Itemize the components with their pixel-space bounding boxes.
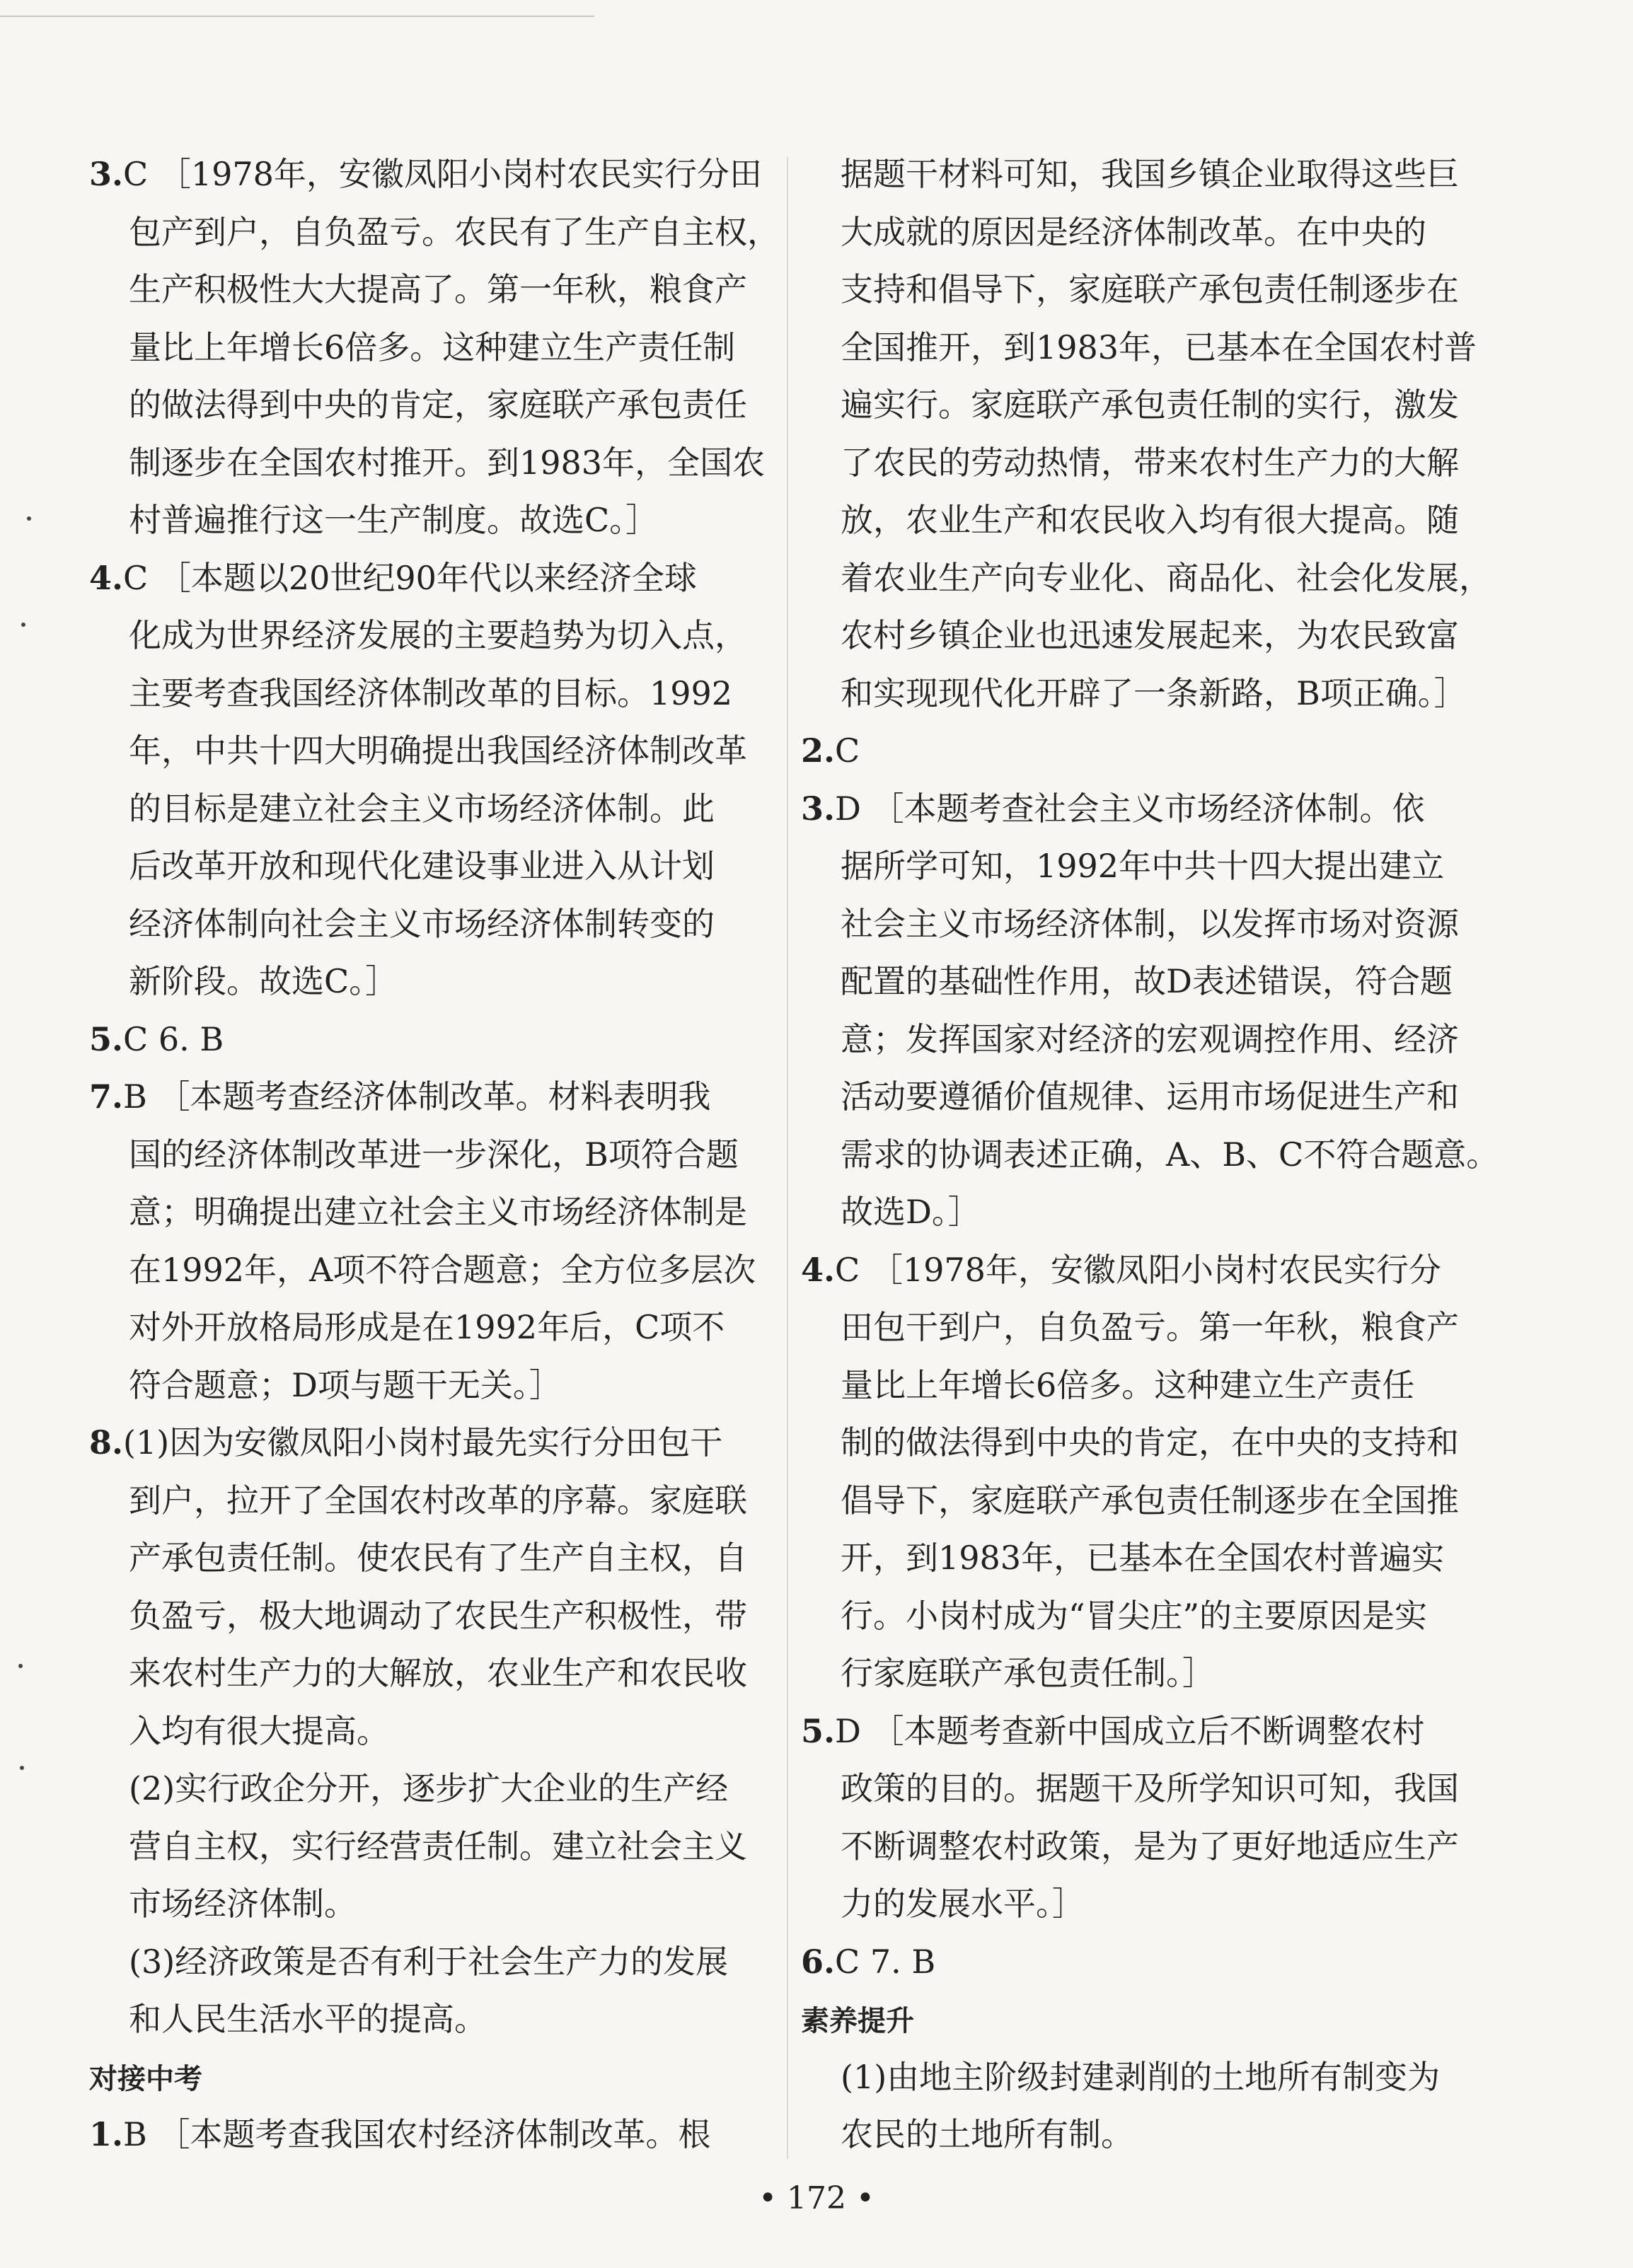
answer-line xyxy=(801,376,1480,434)
answer-line xyxy=(801,665,1480,723)
answer-line xyxy=(89,319,767,377)
answer-text: 和实现现代化开辟了一条新路，B项正确。］ xyxy=(841,673,1467,712)
answer-line xyxy=(801,1184,1480,1242)
answer-text: 开，到1983年，已基本在全国农村普遍实 xyxy=(841,1539,1445,1577)
answer-line xyxy=(801,838,1480,896)
answer-text: 经济体制向社会主义市场经济体制转变的 xyxy=(129,904,715,943)
answer-item xyxy=(89,2106,767,2164)
answer-line xyxy=(89,1587,767,1645)
answer-text: 倡导下，家庭联产承包责任制逐步在全国推 xyxy=(841,1481,1459,1520)
answer-text: 放，农业生产和农民收入均有很大提高。随 xyxy=(841,501,1459,539)
answer-text: 农村乡镇企业也迅速发展起来，为农民致富 xyxy=(841,616,1459,654)
answer-text: 化成为世界经济发展的主要趋势为切入点， xyxy=(129,616,747,654)
answer-line xyxy=(89,434,767,492)
answer-text: 着农业生产向专业化、商品化、社会化发展， xyxy=(841,558,1491,597)
answer-line xyxy=(89,492,767,550)
answer-line xyxy=(801,2049,1480,2107)
answer-line xyxy=(801,607,1480,665)
answer-line xyxy=(89,1760,767,1818)
answer-text: 主要考查我国经济体制改革的目标。1992 xyxy=(129,673,733,712)
section-heading-text: 对接中考 xyxy=(89,2062,202,2095)
question-number: 1. xyxy=(89,2115,124,2153)
answer-line xyxy=(801,204,1480,262)
answer-text: D ［本题考查新中国成立后不断调整农村 xyxy=(835,1711,1425,1750)
answer-text: (3)经济政策是否有利于社会生产力的发展 xyxy=(129,1942,729,1981)
answer-text: 意；发挥国家对经济的宏观调控作用、经济 xyxy=(841,1019,1459,1058)
answer-line xyxy=(89,896,767,954)
question-number: 5. xyxy=(801,1711,836,1750)
answer-line xyxy=(801,1472,1480,1530)
answer-text: 来农村生产力的大解放，农业生产和农民收 xyxy=(129,1654,747,1692)
answer-line xyxy=(801,1357,1480,1415)
answer-text: 力的发展水平。］ xyxy=(841,1885,1085,1923)
answer-line xyxy=(801,953,1480,1011)
question-number: 6. xyxy=(801,1942,836,1981)
answer-text: 需求的协调表述正确，A、B、C不符合题意。 xyxy=(841,1135,1499,1174)
column-divider xyxy=(787,157,788,2159)
answer-line xyxy=(801,2106,1480,2164)
answer-text: 和人民生活水平的提高。 xyxy=(129,2000,487,2038)
answer-line xyxy=(801,550,1491,608)
answer-line xyxy=(801,1645,1480,1703)
answer-line xyxy=(801,319,1480,377)
answer-text: 村普遍推行这一生产制度。故选C。］ xyxy=(129,501,659,539)
question-number: 5. xyxy=(89,1019,124,1058)
answer-item xyxy=(801,1242,1480,1300)
answer-item xyxy=(801,780,1480,838)
section-heading xyxy=(89,2049,767,2107)
answer-text: (2)实行政企分开，逐步扩大企业的生产经 xyxy=(129,1769,729,1807)
answer-line xyxy=(89,838,767,896)
answer-line xyxy=(89,376,767,434)
answer-text: 农民的土地所有制。 xyxy=(841,2115,1133,2153)
answer-text: 了农民的劳动热情，带来农村生产力的大解 xyxy=(841,443,1459,482)
question-number: 7. xyxy=(89,1077,124,1116)
answer-text: 活动要遵循价值规律、运用市场促进生产和 xyxy=(841,1077,1459,1116)
answer-line xyxy=(801,1587,1480,1645)
answer-line xyxy=(89,204,780,262)
answer-text: C 7. B xyxy=(835,1942,936,1981)
answer-line xyxy=(89,722,767,780)
answer-line xyxy=(89,1126,767,1184)
answer-item xyxy=(89,1414,767,1472)
answer-text: 社会主义市场经济体制，以发挥市场对资源 xyxy=(841,904,1459,943)
answer-text: 国的经济体制改革进一步深化，B项符合题 xyxy=(129,1135,739,1174)
answer-text: 到户，拉开了全国农村改革的序幕。家庭联 xyxy=(129,1481,747,1520)
answer-line xyxy=(89,261,767,319)
answer-item xyxy=(89,1068,767,1126)
answer-text: 新阶段。故选C。］ xyxy=(129,962,398,1000)
answer-text: 意；明确提出建立社会主义市场经济体制是 xyxy=(129,1193,747,1231)
answer-text: 包产到户，自负盈亏。农民有了生产自主权， xyxy=(129,212,780,251)
answer-line xyxy=(89,780,767,838)
question-number: 4. xyxy=(801,1250,836,1289)
answer-line xyxy=(801,1414,1480,1472)
answer-text: D ［本题考查社会主义市场经济体制。依 xyxy=(835,789,1425,828)
answer-text: C xyxy=(835,731,860,770)
section-heading-text: 素养提升 xyxy=(801,2005,914,2037)
answer-line xyxy=(89,1357,767,1415)
answer-text: 量比上年增长6倍多。这种建立生产责任制 xyxy=(129,328,736,366)
answer-line xyxy=(89,665,767,723)
answer-line xyxy=(801,261,1480,319)
answer-item xyxy=(801,1933,1480,1991)
answer-text: 全国推开，到1983年，已基本在全国农村普 xyxy=(841,328,1477,366)
answer-text: 量比上年增长6倍多。这种建立生产责任 xyxy=(841,1365,1415,1404)
answer-line xyxy=(89,1529,767,1587)
answer-line xyxy=(89,953,767,1011)
answer-text: 田包干到户，自负盈亏。第一年秋，粮食产 xyxy=(841,1308,1459,1346)
answer-text: 产承包责任制。使农民有了生产自主权，自 xyxy=(129,1539,747,1577)
question-number: 3. xyxy=(89,155,124,193)
top-rule xyxy=(0,16,594,17)
answer-line xyxy=(89,1299,767,1357)
answer-line xyxy=(801,896,1480,954)
question-number: 3. xyxy=(801,789,836,828)
answer-text: 行家庭联产承包责任制。］ xyxy=(841,1654,1215,1692)
answer-text: 制逐步在全国农村推开。到1983年，全国农 xyxy=(129,443,766,482)
answer-text: 的目标是建立社会主义市场经济体制。此 xyxy=(129,789,715,828)
question-number: 4. xyxy=(89,558,124,597)
answer-text: C ［1978年，安徽凤阳小岗村农民实行分 xyxy=(835,1250,1441,1289)
question-number: 8. xyxy=(89,1423,124,1462)
answer-text: 制的做法得到中央的肯定，在中央的支持和 xyxy=(841,1423,1459,1462)
answer-line xyxy=(801,1818,1480,1876)
answer-text: B ［本题考查经济体制改革。材料表明我 xyxy=(123,1077,711,1116)
right-column xyxy=(801,146,1499,2164)
answer-text: 后改革开放和现代化建设事业进入从计划 xyxy=(129,847,715,885)
left-column xyxy=(89,146,780,2164)
page-number: • 172 • xyxy=(758,2180,875,2216)
answer-text: (1)由地主阶级封建剥削的土地所有制变为 xyxy=(841,2057,1441,2096)
answer-text: (1)因为安徽凤阳小岗村最先实行分田包干 xyxy=(123,1423,723,1462)
answer-text: 符合题意；D项与题干无关。］ xyxy=(129,1365,562,1404)
answer-text: 支持和倡导下，家庭联产承包责任制逐步在 xyxy=(841,270,1459,308)
answer-line xyxy=(89,1991,767,2049)
answer-text: 据所学可知，1992年中共十四大提出建立 xyxy=(841,847,1445,885)
answer-text: 配置的基础性作用，故D表述错误，符合题 xyxy=(841,962,1453,1000)
answer-line xyxy=(801,492,1480,550)
answer-item xyxy=(89,550,767,608)
answer-text: 在1992年，A项不符合题意；全方位多层次 xyxy=(129,1250,756,1289)
answer-text: 入均有很大提高。 xyxy=(129,1711,389,1750)
answer-line xyxy=(801,1011,1480,1069)
answer-line xyxy=(89,1933,767,1991)
answer-line xyxy=(801,1875,1480,1933)
answer-item xyxy=(801,1703,1480,1761)
answer-line xyxy=(89,1645,767,1703)
scan-mark xyxy=(18,1664,23,1668)
answer-text: 大成就的原因是经济体制改革。在中央的 xyxy=(841,212,1426,251)
answer-text: C ［1978年，安徽凤阳小岗村农民实行分田 xyxy=(123,155,762,193)
answer-text: 负盈亏，极大地调动了农民生产积极性，带 xyxy=(129,1596,747,1635)
answer-line xyxy=(89,1242,767,1300)
answer-text: C 6. B xyxy=(123,1019,224,1058)
answer-text: C ［本题以20世纪90年代以来经济全球 xyxy=(123,558,697,597)
answer-text: 据题干材料可知，我国乡镇企业取得这些巨 xyxy=(841,155,1459,193)
answer-text: 生产积极性大大提高了。第一年秋，粮食产 xyxy=(129,270,747,308)
answer-text: 营自主权，实行经营责任制。建立社会主义 xyxy=(129,1827,747,1865)
section-heading xyxy=(801,1991,1480,2049)
answer-text: 对外开放格局形成是在1992年后，C项不 xyxy=(129,1308,725,1346)
answer-line xyxy=(801,1760,1480,1818)
answer-line xyxy=(801,1126,1499,1184)
answer-line xyxy=(89,1472,767,1530)
answer-line xyxy=(801,434,1480,492)
scan-mark xyxy=(21,623,25,627)
answer-line xyxy=(801,1529,1480,1587)
answer-line xyxy=(801,1068,1480,1126)
answer-item xyxy=(801,722,1480,780)
question-number: 2. xyxy=(801,731,836,770)
answer-text: 年，中共十四大明确提出我国经济体制改革 xyxy=(129,731,747,770)
answer-item xyxy=(89,146,767,204)
answer-text: 政策的目的。据题干及所学知识可知，我国 xyxy=(841,1769,1459,1807)
answer-line xyxy=(801,146,1480,204)
answer-text: 市场经济体制。 xyxy=(129,1885,357,1923)
answer-line xyxy=(89,1875,767,1933)
answer-text: 行。小岗村成为“冒尖庄”的主要原因是实 xyxy=(841,1596,1428,1635)
answer-line xyxy=(89,607,767,665)
answer-line xyxy=(89,1184,767,1242)
answer-text: 遍实行。家庭联产承包责任制的实行，激发 xyxy=(841,386,1459,424)
answer-item xyxy=(89,1011,767,1069)
scan-mark xyxy=(27,516,31,521)
answer-text: 不断调整农村政策，是为了更好地适应生产 xyxy=(841,1827,1459,1865)
scan-mark xyxy=(20,1766,24,1770)
answer-line xyxy=(801,1299,1480,1357)
answer-text: 故选D。］ xyxy=(841,1193,981,1231)
answer-text: 的做法得到中央的肯定，家庭联产承包责任 xyxy=(129,386,747,424)
answer-line xyxy=(89,1703,767,1761)
answer-text: B ［本题考查我国农村经济体制改革。根 xyxy=(123,2115,711,2153)
answer-line xyxy=(89,1818,767,1876)
